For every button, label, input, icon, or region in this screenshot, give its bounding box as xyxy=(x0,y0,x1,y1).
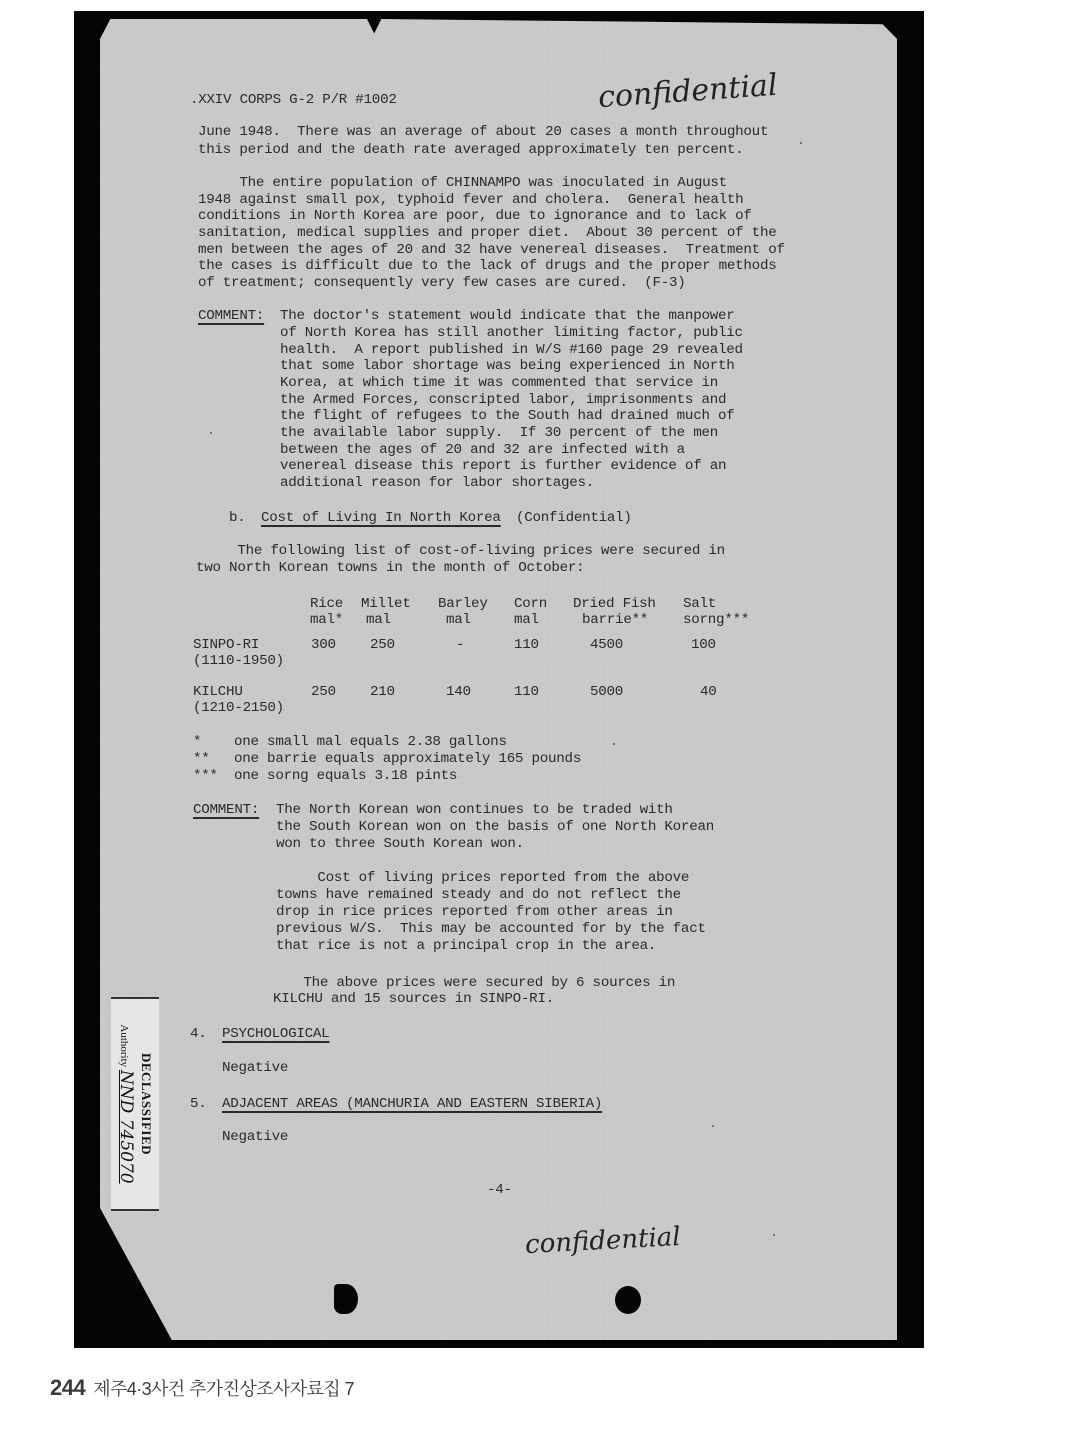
footnote-1-mark: * xyxy=(193,734,202,750)
comment-1-label: COMMENT: xyxy=(198,308,265,324)
book-footer xyxy=(50,1375,354,1401)
cell-kilchu-barley: 140 xyxy=(446,684,471,700)
comment-1-line-6: the Armed Forces, conscripted labor, imprisonments and xyxy=(280,392,727,408)
paragraph-2-line-4: sanitation, medical supplies and proper diet. About 30 percent of the xyxy=(198,225,777,241)
cell-kilchu-millet: 210 xyxy=(370,684,395,700)
paragraph-2-line-1: The entire population of CHINNAMPO was inoculated in August xyxy=(198,175,727,191)
comment-1-line-3: health. A report published in W/S #160 page 29 revealed xyxy=(280,342,743,358)
comment-1-line-5: Korea, at which time it was commented that service in xyxy=(280,375,718,391)
col-header-barley: Barley xyxy=(438,596,488,612)
col-unit-salt: sorng*** xyxy=(683,612,750,628)
section-4-title: PSYCHOLOGICAL xyxy=(222,1026,330,1042)
paper-speck xyxy=(613,743,615,745)
comment-2-line-1: The North Korean won continues to be traded with xyxy=(276,802,673,818)
cell-sinpo-rice: 300 xyxy=(311,637,336,653)
section-b-intro-line-2: two North Korean towns in the month of October: xyxy=(196,560,585,576)
report-reference: .XXIV CORPS G-2 P/R #1002 xyxy=(190,92,397,108)
comment-1-line-1: The doctor's statement would indicate that the manpower xyxy=(280,308,735,324)
col-header-salt: Salt xyxy=(683,596,717,612)
paragraph-2-line-6: the cases is difficult due to the lack of drugs and the proper methods xyxy=(198,258,777,274)
paper-speck xyxy=(800,142,802,144)
comment-2-para-a-line-4: previous W/S. This may be accounted for by the fact xyxy=(276,921,706,937)
comment-1-line-8: the available labor supply. If 30 percent of the men xyxy=(280,425,718,441)
section-b-classification: (Confidential) xyxy=(516,510,632,526)
handwritten-confidential-top: confidential xyxy=(596,67,779,116)
row-town-sinpo-ri: SINPO-RI xyxy=(193,637,260,653)
cell-sinpo-corn: 110 xyxy=(514,637,539,653)
cell-sinpo-dried-fish: 4500 xyxy=(590,637,624,653)
handwritten-confidential-bottom: confidential xyxy=(524,1221,682,1261)
page-number: -4- xyxy=(487,1182,512,1198)
punch-hole-left xyxy=(334,1284,358,1314)
section-5-body: Negative xyxy=(222,1129,289,1145)
section-b-title: Cost of Living In North Korea xyxy=(261,510,501,526)
comment-2-para-a-line-5: that rice is not a principal crop in the area. xyxy=(276,938,657,954)
section-4-body: Negative xyxy=(222,1060,289,1076)
comment-2-para-b-line-2: KILCHU and 15 sources in SINPO-RI. xyxy=(273,991,554,1007)
footnote-2-mark: ** xyxy=(193,751,210,767)
row-range-kilchu: (1210-2150) xyxy=(193,700,284,716)
declassified-stamp-text xyxy=(116,1004,154,1204)
footnote-1-text: one small mal equals 2.38 gallons xyxy=(234,734,507,750)
comment-1-line-2: of North Korea has still another limiting factor, public xyxy=(280,325,743,341)
comment-1-line-7: the flight of refugees to the South had drained much of xyxy=(280,408,735,424)
comment-1-line-9: between the ages of 20 and 32 are infected with a xyxy=(280,442,685,458)
col-header-millet: Millet xyxy=(361,596,411,612)
authority-label: Authority xyxy=(118,1024,130,1068)
paragraph-2-line-3: conditions in North Korea are poor, due to ignorance and to lack of xyxy=(198,208,752,224)
comment-1-line-4: that some labor shortage was being experienced in North xyxy=(280,358,735,374)
col-unit-rice: mal* xyxy=(310,612,344,628)
paragraph-2-line-2: 1948 against small pox, typhoid fever and cholera. General health xyxy=(198,192,744,208)
paragraph-2-line-7: of treatment; consequently very few cases are cured. (F-3) xyxy=(198,275,686,291)
cell-sinpo-salt: 100 xyxy=(691,637,716,653)
comment-2-para-a-line-1: Cost of living prices reported from the above xyxy=(276,870,690,886)
col-unit-corn: mal xyxy=(514,612,539,628)
comment-1-line-10: venereal disease this report is further evidence of an xyxy=(280,458,727,474)
paragraph-2-line-5: men between the ages of 20 and 32 have venereal diseases. Treatment of xyxy=(198,242,785,258)
col-unit-millet: mal xyxy=(366,612,391,628)
comment-2-label: COMMENT: xyxy=(193,802,260,818)
punch-hole-right xyxy=(615,1286,641,1314)
comment-2-line-3: won to three South Korean won. xyxy=(276,836,524,852)
declassified-label: DECLASSIFIED xyxy=(139,1052,154,1156)
paragraph-1-line-1: June 1948. There was an average of about 20 cases a month throughout xyxy=(198,124,769,140)
col-header-corn: Corn xyxy=(514,596,548,612)
comment-2-para-a-line-3: drop in rice prices reported from other areas in xyxy=(276,904,673,920)
section-b-marker: b. xyxy=(229,510,246,526)
col-unit-barley: mal xyxy=(446,612,471,628)
section-5-title: ADJACENT AREAS (MANCHURIA AND EASTERN SIBERIA) xyxy=(222,1096,603,1112)
section-5-number: 5. xyxy=(190,1096,207,1112)
col-unit-dried-fish: barrie** xyxy=(582,612,649,628)
cell-kilchu-salt: 40 xyxy=(700,684,717,700)
cell-kilchu-corn: 110 xyxy=(514,684,539,700)
cell-kilchu-dried-fish: 5000 xyxy=(590,684,624,700)
row-town-kilchu: KILCHU xyxy=(193,684,243,700)
footnote-3-mark: *** xyxy=(193,768,218,784)
book-title: 제주4·3사건 추가진상조사자료집 7 xyxy=(93,1379,354,1399)
row-range-sinpo-ri: (1110-1950) xyxy=(193,653,284,669)
declassified-stamp xyxy=(111,997,159,1211)
col-header-dried-fish: Dried Fish xyxy=(573,596,656,612)
comment-2-para-b-line-1: The above prices were secured by 6 sources in xyxy=(262,975,676,991)
comment-2-para-a-line-2: towns have remained steady and do not reflect the xyxy=(276,887,681,903)
book-page-number: 244 xyxy=(50,1375,86,1400)
cell-sinpo-barley: - xyxy=(456,637,465,653)
paper-speck xyxy=(712,1125,714,1127)
cell-kilchu-rice: 250 xyxy=(311,684,336,700)
section-b-intro-line-1: The following list of cost-of-living prices were secured in xyxy=(196,543,725,559)
footnote-2-text: one barrie equals approximately 165 pounds xyxy=(234,751,582,767)
authority-line xyxy=(116,1004,136,1204)
comment-1-line-11: additional reason for labor shortages. xyxy=(280,475,595,491)
paper-speck xyxy=(773,1234,775,1236)
authority-value: NND 745070 xyxy=(116,1069,136,1184)
paragraph-1-line-2: this period and the death rate averaged approximately ten percent. xyxy=(198,142,744,158)
col-header-rice: Rice xyxy=(310,596,344,612)
comment-2-line-2: the South Korean won on the basis of one North Korean xyxy=(276,819,714,835)
cell-sinpo-millet: 250 xyxy=(370,637,395,653)
paper-speck xyxy=(210,432,212,434)
section-4-number: 4. xyxy=(190,1026,207,1042)
footnote-3-text: one sorng equals 3.18 pints xyxy=(234,768,458,784)
